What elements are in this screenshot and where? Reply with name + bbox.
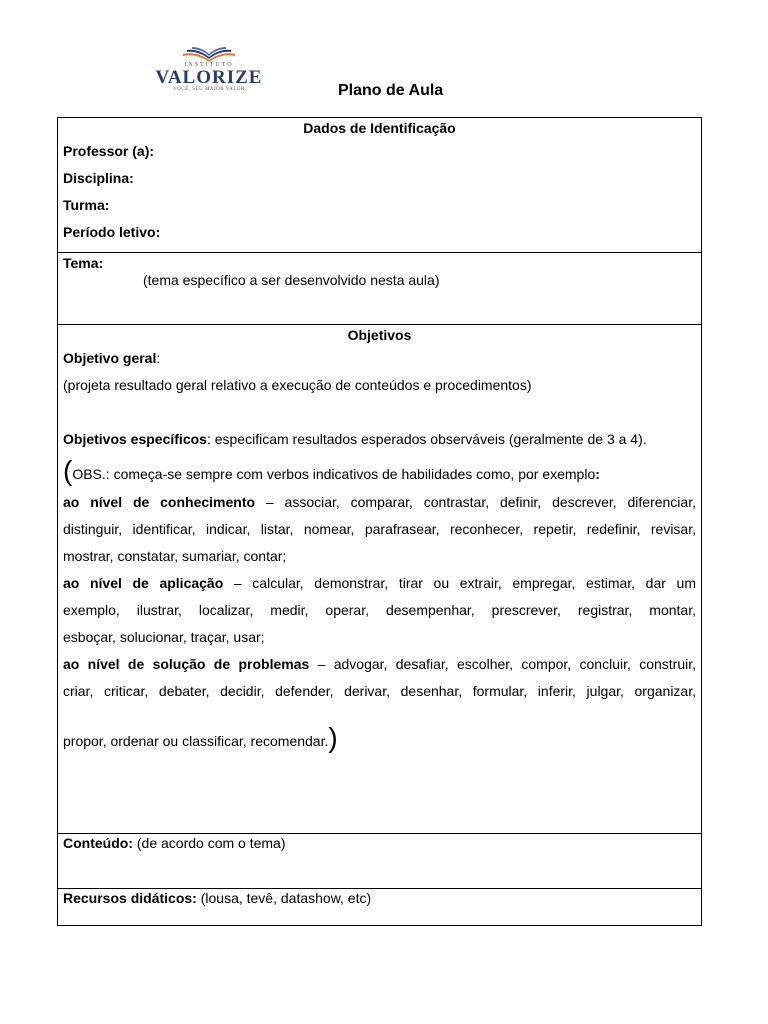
logo-tagline-text: VOCÊ, SEU MAIOR VALOR xyxy=(173,87,245,92)
objetivos-especificos-text: : especificam resultados esperados observáveis (geralmente de 3 a 4). xyxy=(206,431,647,447)
conteudo-label: Conteúdo: xyxy=(63,835,133,851)
conhecimento-line-3: mostrar, constatar, sumariar, contar; xyxy=(63,548,287,564)
institute-logo xyxy=(142,46,276,102)
conteudo-hint: (de acordo com o tema) xyxy=(132,835,286,851)
conhecimento-text-1: – associar, comparar, contrastar, definir, descrever, diferenciar, xyxy=(255,494,696,510)
objetivo-geral-hint: (projeta resultado geral relativo a execução de conteúdos e procedimentos) xyxy=(63,377,532,393)
logo-brand-text: VALORIZE xyxy=(155,67,263,88)
obs-colon: : xyxy=(595,466,600,482)
conteudo-line xyxy=(63,834,696,852)
obs-close-paren: ) xyxy=(328,722,338,753)
periodo-field[interactable]: Período letivo: xyxy=(63,224,161,240)
obs-open-paren: ( xyxy=(63,455,73,486)
conteudo-section[interactable] xyxy=(58,834,701,889)
problemas-line-2: criar, criticar, debater, decidir, defender, derivar, desenhar, formular, inferir, julgar, organizar, xyxy=(63,683,696,699)
aplicacao-line-3: esboçar, solucionar, traçar, usar; xyxy=(63,629,265,645)
objetivos-heading: Objetivos xyxy=(347,327,412,343)
open-book-icon xyxy=(179,46,239,62)
identification-heading: Dados de Identificação xyxy=(303,120,456,136)
recursos-section[interactable] xyxy=(58,889,701,925)
tema-section[interactable] xyxy=(58,253,701,325)
recursos-line xyxy=(63,889,696,907)
objetivo-geral-label: Objetivo geral xyxy=(63,350,157,366)
turma-field[interactable]: Turma: xyxy=(63,197,110,213)
objetivos-especificos-line xyxy=(63,426,696,453)
conhecimento-line-1 xyxy=(63,489,696,516)
problemas-text-3: propor, ordenar ou classificar, recomendar. xyxy=(63,733,329,749)
problemas-text-1: – advogar, desafiar, escolher, compor, concluir, construir, xyxy=(309,656,697,672)
disciplina-field[interactable]: Disciplina: xyxy=(63,170,134,186)
problemas-line-3 xyxy=(63,722,696,755)
identification-section xyxy=(58,118,701,253)
objetivos-especificos-label: Objetivos específicos xyxy=(63,431,207,447)
tema-label: Tema: xyxy=(63,255,104,271)
lesson-plan-table xyxy=(57,117,702,926)
aplicacao-line-2: exemplo, ilustrar, localizar, medir, operar, desempenhar, prescrever, registrar, montar, xyxy=(63,602,696,618)
obs-text: OBS.: começa-se sempre com verbos indicativos de habilidades como, por exemplo xyxy=(72,466,596,482)
professor-field[interactable]: Professor (a): xyxy=(63,143,155,159)
aplicacao-label: ao nível de aplicação xyxy=(63,575,224,591)
problemas-line-1 xyxy=(63,651,696,678)
problemas-label: ao nível de solução de problemas xyxy=(63,656,310,672)
aplicacao-line-1 xyxy=(63,570,696,597)
logo-instituto-text: INSTITUTO xyxy=(184,62,234,68)
tema-hint: (tema específico a ser desenvolvido nesta aula) xyxy=(143,272,440,288)
spacer xyxy=(63,399,696,426)
conhecimento-label: ao nível de conhecimento xyxy=(63,494,256,510)
obs-line xyxy=(63,455,696,489)
objetivo-geral-line xyxy=(63,345,696,372)
aplicacao-text-1: – calcular, demonstrar, tirar ou extrair, empregar, estimar, dar um xyxy=(223,575,696,591)
objetivos-section xyxy=(58,325,701,834)
recursos-label: Recursos didáticos: xyxy=(63,890,197,906)
conhecimento-line-2: distinguir, identificar, indicar, listar, nomear, parafrasear, reconhecer, repetir, redefinir, revisar, xyxy=(63,521,696,537)
objetivo-geral-colon: : xyxy=(156,350,161,366)
document-title: Plano de Aula xyxy=(338,82,444,99)
recursos-hint: (lousa, tevê, datashow, etc) xyxy=(196,890,372,906)
